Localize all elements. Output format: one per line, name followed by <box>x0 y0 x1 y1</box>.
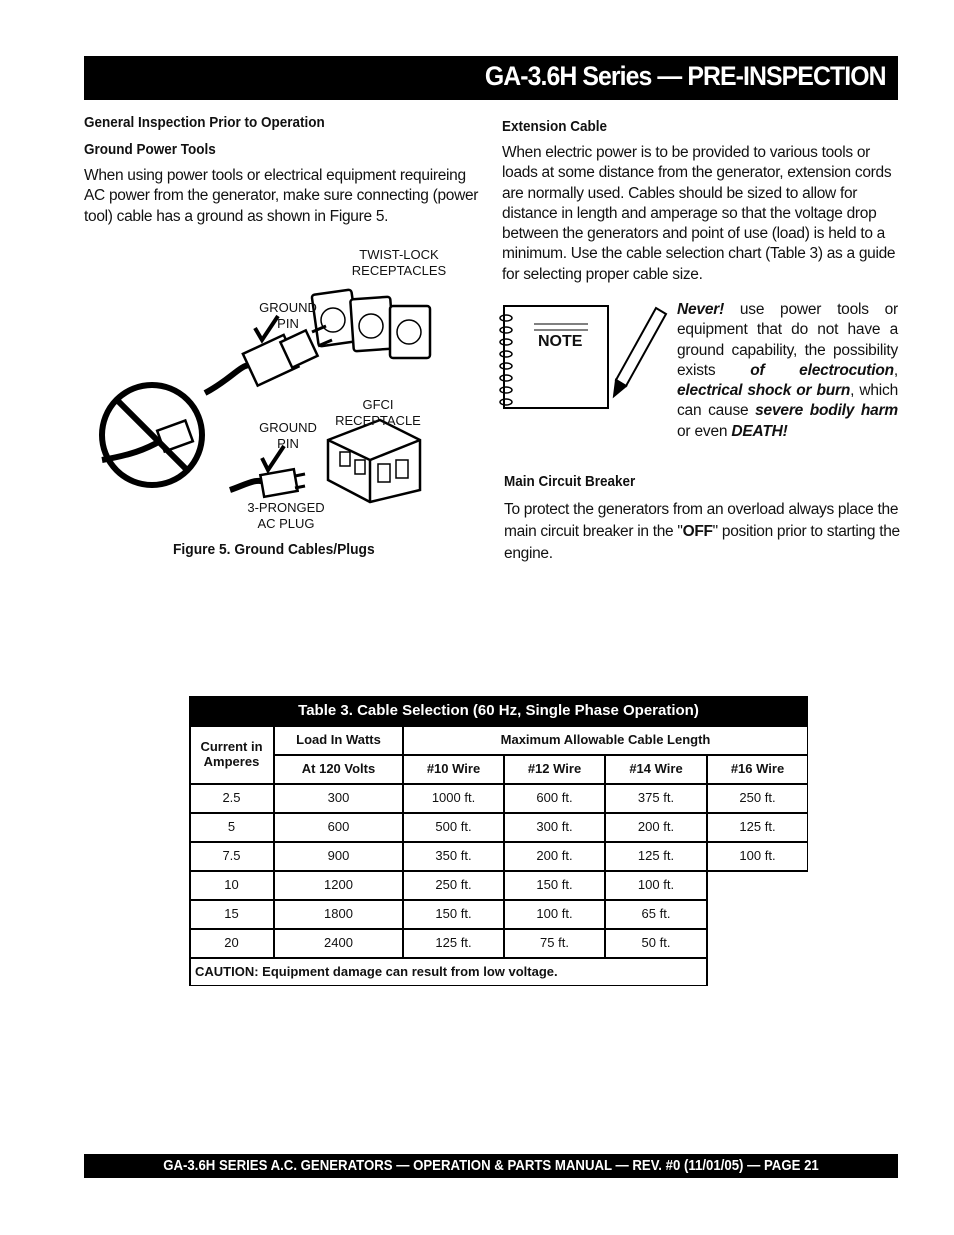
ground-pin-label-2: GROUND PIN <box>259 420 317 451</box>
table-caution: CAUTION: Equipment damage can result from low voltage. <box>195 964 558 979</box>
table-rule <box>604 754 606 957</box>
table-cell: 15 <box>224 906 239 921</box>
table-cell: 500 ft. <box>435 819 472 834</box>
ground-tools-paragraph: When using power tools or electrical equipment requireing AC power from the generator, make sure connecting (power tool) cable has a ground as shown in Figure 5. <box>84 167 479 225</box>
table-cell: 200 ft. <box>637 819 675 834</box>
table-cell: 150 ft. <box>536 877 573 892</box>
table-cell: 125 ft. <box>739 819 776 834</box>
table-rule <box>189 841 808 843</box>
table-cell: 75 ft. <box>540 935 569 950</box>
circuit-breaker-paragraph: To protect the generators from an overload always place the main circuit breaker in the "OFF" position prior to starting the engine. <box>504 501 900 562</box>
table-cell: 2400 <box>324 935 353 950</box>
table-cell: 300 <box>327 790 350 805</box>
gfci-label: GFCI RECEPTACLE <box>335 397 421 428</box>
table-cell: 100 ft. <box>739 848 776 863</box>
table-cell: 125 ft. <box>637 848 675 863</box>
header-current-amperes: Current in Amperes <box>200 739 263 769</box>
ac-plug-label: 3-PRONGED AC PLUG <box>247 500 325 531</box>
extension-cable-paragraph: When electric power is to be provided to various tools or loads at some distance from the generator, extension cords are normally used. Cables should be sized to allow for distance in length and amperage so that the voltage drop between the generators and point of use (load) is held to a minimum. Use the cable selection chart (Table 3) as a guide for selecting proper cable size. <box>502 144 896 283</box>
page-title-bar <box>84 56 898 100</box>
three-pronged-plug <box>230 469 305 497</box>
twist-lock-label: TWIST-LOCK RECEPTACLES <box>351 247 447 278</box>
table-cell: 125 ft. <box>435 935 472 950</box>
table-cell: 100 ft. <box>536 906 573 921</box>
table-cell: 10 <box>224 877 239 892</box>
cable-selection-table <box>189 696 808 986</box>
page-title: GA-3.6H Series — PRE-INSPECTION <box>485 61 886 91</box>
ground-pin-label-1: GROUND PIN <box>259 300 317 331</box>
table-cell: 1000 ft. <box>431 790 476 805</box>
figure-caption: Figure 5. Ground Cables/Plugs <box>173 541 375 558</box>
table-cell: 2.5 <box>222 790 241 805</box>
table-cell: 300 ft. <box>536 819 573 834</box>
table-cell: 600 ft. <box>536 790 573 805</box>
header-load-watts: Load In Watts <box>296 732 381 747</box>
table-rule <box>807 696 809 870</box>
warning-text: Never! use power tools or equipment that do not have a ground capability, the possibility exists of electrocution, electrical shock or burn, which can cause severe bodily harm or even DEATH! <box>677 301 899 440</box>
table-cell: 50 ft. <box>641 935 671 950</box>
header-max-cable-length: Maximum Allowable Cable Length <box>500 732 711 747</box>
table-rule <box>706 754 708 986</box>
heading-extension-cable: Extension Cable <box>502 118 608 135</box>
header-wire-3: #14 Wire <box>629 761 683 776</box>
table-cell: 65 ft. <box>641 906 671 921</box>
table-rule <box>189 985 707 987</box>
table-cell: 350 ft. <box>435 848 472 863</box>
heading-general-inspection: General Inspection Prior to Operation <box>84 114 325 131</box>
table-rule <box>274 754 808 756</box>
table-rule <box>503 754 505 957</box>
table-cell: 20 <box>224 935 239 950</box>
table-rule <box>189 928 707 930</box>
table-cell: 1200 <box>324 877 353 892</box>
page-footer-bar <box>84 1154 898 1178</box>
table-cell: 5 <box>227 819 236 834</box>
header-wire-1: #10 Wire <box>426 761 481 776</box>
table-cell: 250 ft. <box>739 790 776 805</box>
table-cell: 7.5 <box>222 848 241 863</box>
table-rule <box>273 725 275 957</box>
header-wire-2: #12 Wire <box>527 761 582 776</box>
table-cell: 375 ft. <box>637 790 675 805</box>
table-rule <box>189 783 808 785</box>
table-cell: 150 ft. <box>435 906 472 921</box>
gfci-receptacle <box>328 420 420 502</box>
table-rule <box>402 725 404 957</box>
prohibited-two-prong-plug <box>102 385 202 485</box>
header-at-120-volts: At 120 Volts <box>301 761 376 776</box>
twist-lock-receptacles <box>312 289 430 358</box>
table-rule <box>189 870 808 872</box>
table-cell: 100 ft. <box>637 877 675 892</box>
table-cell: 200 ft. <box>536 848 573 863</box>
pencil-icon <box>614 308 666 396</box>
table-rule <box>189 957 707 959</box>
table-title: Table 3. Cable Selection (60 Hz, Single Phase Operation) <box>189 696 808 725</box>
table-cell: 1800 <box>324 906 353 921</box>
heading-ground-power-tools: Ground Power Tools <box>84 141 216 158</box>
table-rule <box>189 725 808 727</box>
table-rule <box>189 812 808 814</box>
table-cell: 250 ft. <box>435 877 472 892</box>
figure-ground-cables-illustration <box>90 240 470 540</box>
table-rule <box>189 899 707 901</box>
table-cell: 900 <box>327 848 350 863</box>
upper-plug <box>205 326 332 393</box>
page-footer: GA-3.6H SERIES A.C. GENERATORS — OPERATION & PARTS MANUAL — REV. #0 (11/01/05) — PAGE 21 <box>163 1157 819 1174</box>
note-notebook-icon <box>496 300 671 415</box>
table-cell: 600 <box>327 819 350 834</box>
heading-main-circuit-breaker: Main Circuit Breaker <box>504 473 636 490</box>
note-label: NOTE <box>538 333 583 350</box>
header-wire-4: #16 Wire <box>730 761 785 776</box>
table-rule <box>189 725 191 986</box>
